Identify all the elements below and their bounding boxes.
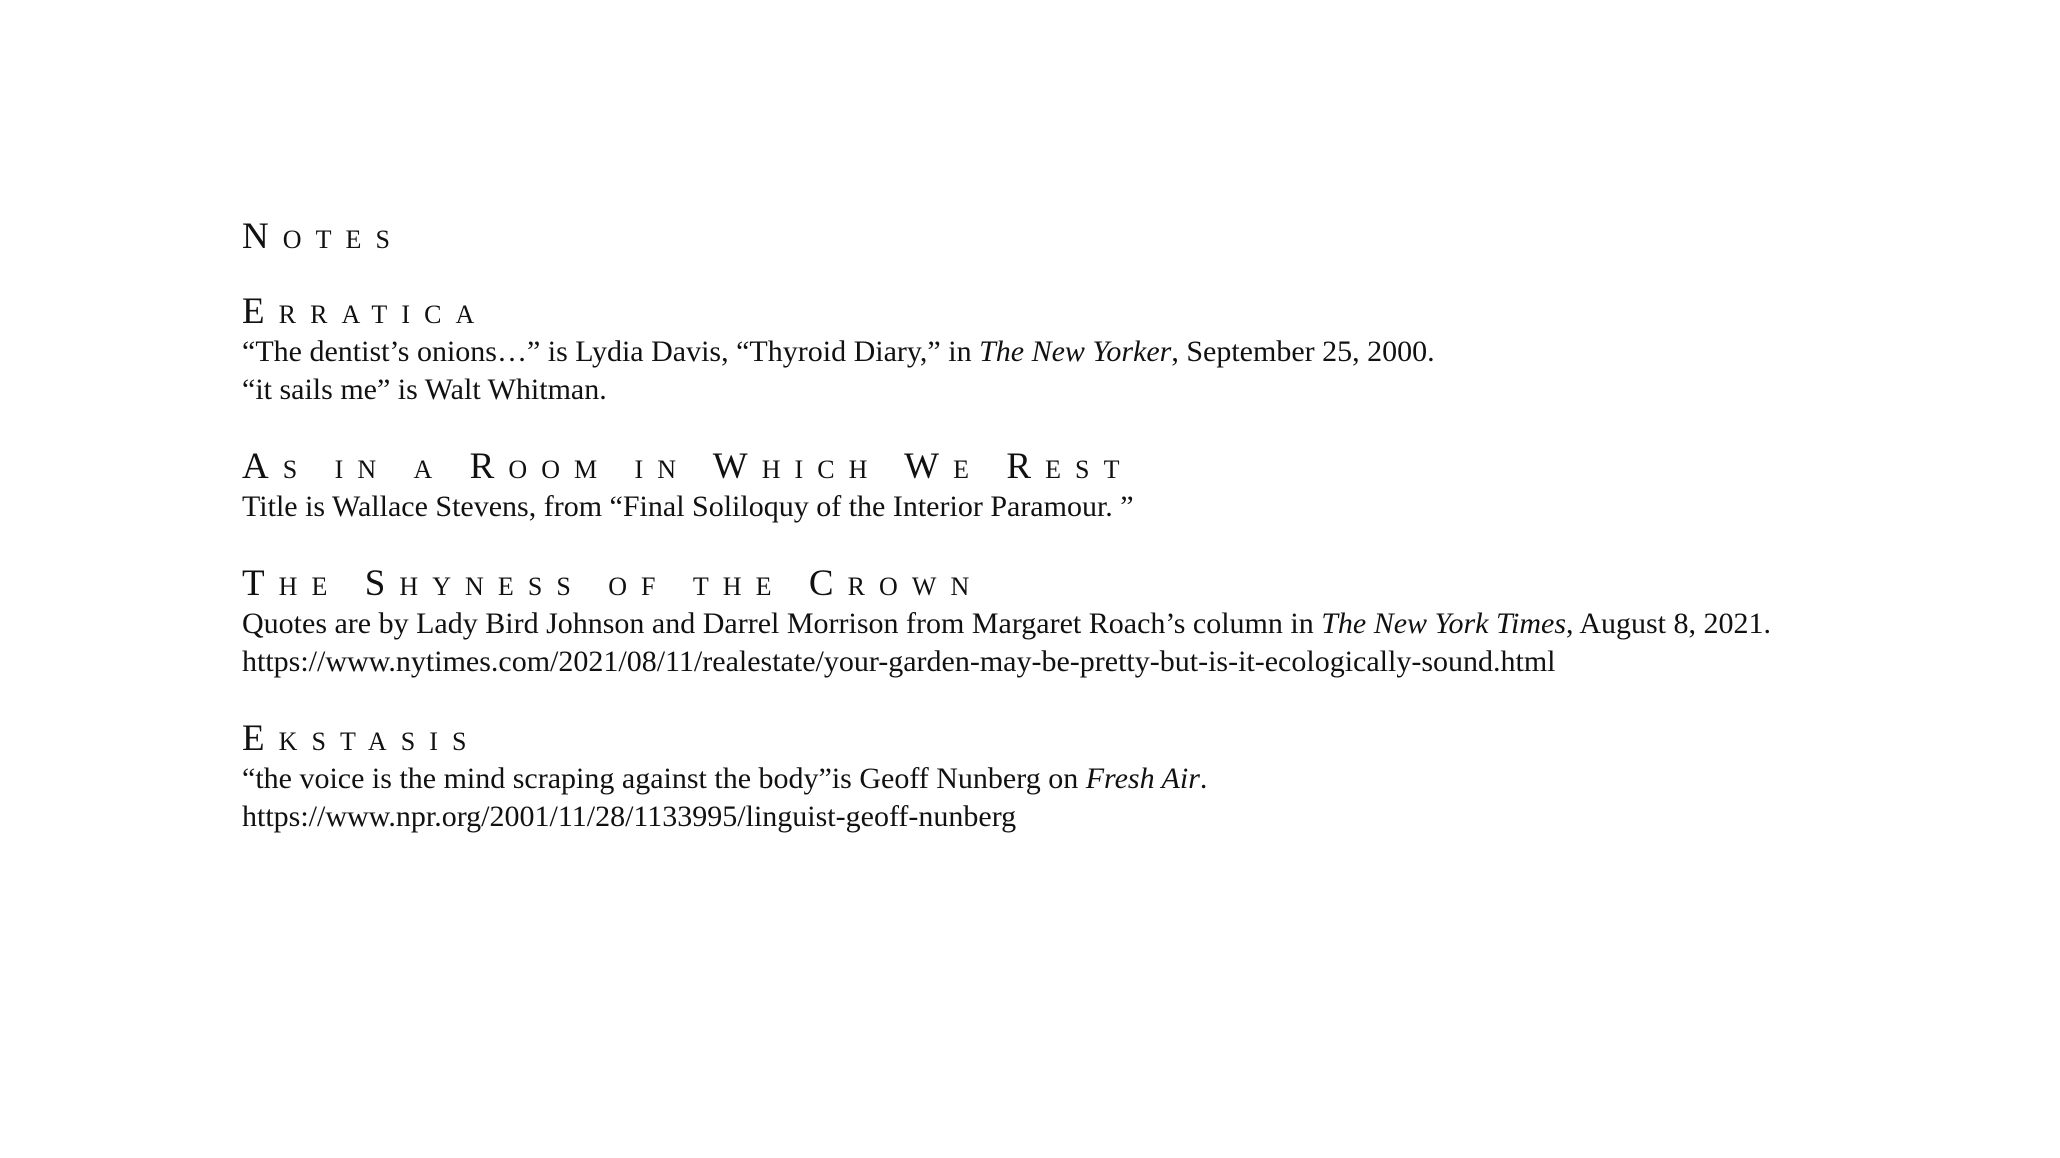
note-line (242, 605, 2022, 643)
note-text-after: . (1199, 762, 1208, 795)
note-text: Title is Wallace Stevens, from “Final Soliloquy of the Interior Paramour. ” (242, 490, 1134, 523)
section-heading: The Shyness of the Crown (242, 563, 984, 604)
section-heading: As in a Room in Which We Rest (242, 446, 1134, 487)
page-title: Notes (242, 216, 405, 257)
note-url-text: https://www.npr.org/2001/11/28/1133995/linguist-geoff-nunberg (242, 800, 1017, 833)
note-line (242, 371, 2022, 409)
section-heading: Ekstasis (242, 718, 481, 759)
note-url (242, 643, 2022, 681)
section-as-in-a-room (242, 446, 2022, 526)
note-url (242, 798, 2022, 836)
note-line (242, 488, 2022, 526)
note-text-after: , September 25, 2000. (1171, 335, 1435, 368)
note-text: “The dentist’s onions…” is Lydia Davis, “Thyroid Diary,” in (242, 335, 980, 368)
note-url-text: https://www.nytimes.com/2021/08/11/realestate/your-garden-may-be-pretty-but-is-it-ecologically-sound.html (242, 645, 1556, 678)
note-text: “it sails me” is Walt Whitman. (242, 373, 607, 406)
section-ekstasis (242, 718, 2022, 836)
note-italic-title: The New York Times (1321, 607, 1566, 640)
section-erratica (242, 291, 2022, 409)
section-shyness-of-the-crown (242, 563, 2022, 681)
note-line (242, 333, 2022, 371)
note-italic-title: The New Yorker (979, 335, 1172, 368)
note-text-after: , August 8, 2021. (1566, 607, 1772, 640)
note-line (242, 760, 2022, 798)
note-italic-title: Fresh Air (1085, 762, 1200, 795)
section-heading: Erratica (242, 291, 489, 332)
note-text: “the voice is the mind scraping against the body”is Geoff Nunberg on (242, 762, 1086, 795)
note-text: Quotes are by Lady Bird Johnson and Darrel Morrison from Margaret Roach’s column in (242, 607, 1322, 640)
notes-page (242, 216, 2022, 873)
